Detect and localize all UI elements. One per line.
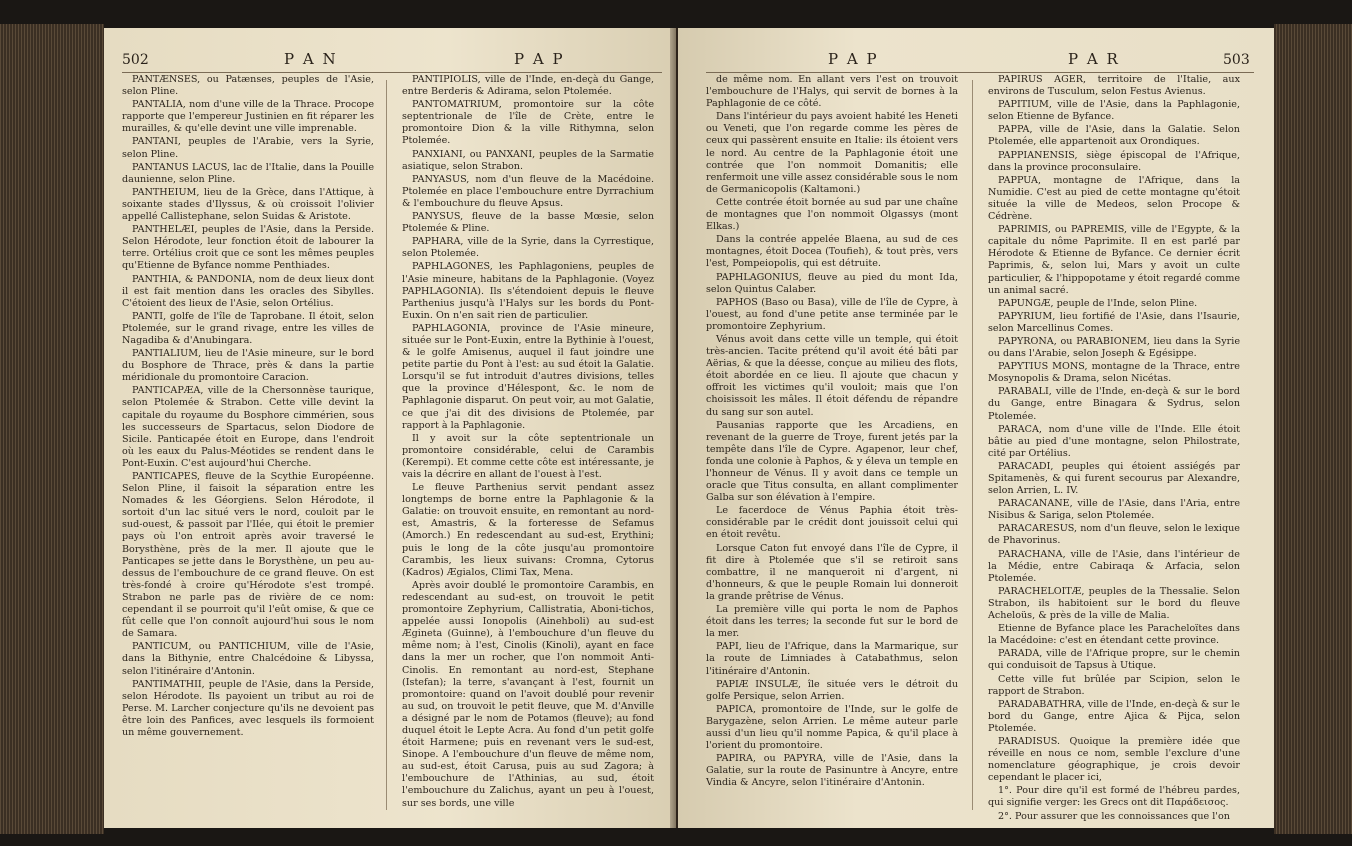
dictionary-entry: PANTHELÆI, peuples de l'Asie, dans la Perside. Selon Hérodote, leur fonction étoit de labourer la terre. Ortélius croit que ce sont les mêmes peuples qu'Etienne de Byfance nomme Penthiades. bbox=[122, 224, 374, 272]
dictionary-entry: PARADA, ville de l'Afrique propre, sur le chemin qui conduisoit de Tapsus à Utique. bbox=[988, 648, 1240, 672]
dictionary-entry: PARADABATHRA, ville de l'Inde, en-deçà & sur le bord du Gange, entre Ajica & Pijca, selon Ptolemée. bbox=[988, 698, 1240, 734]
dictionary-entry: PANTANI, peuples de l'Arabie, vers la Syrie, selon Pline. bbox=[122, 136, 374, 160]
book-edge-right bbox=[1274, 24, 1352, 834]
dictionary-entry: PAPUNGÆ, peuple de l'Inde, selon Pline. bbox=[998, 297, 1198, 309]
running-head-right: P A R bbox=[1068, 50, 1120, 68]
right-page-column-1 bbox=[706, 74, 958, 814]
dictionary-entry: PAPYRIUM, lieu fortifié de l'Asie, dans l'Isaurie, selon Marcellinus Comes. bbox=[988, 310, 1240, 334]
running-head-left: P A P bbox=[828, 50, 879, 68]
dictionary-entry: Lorsque Caton fut envoyé dans l'île de Cypre, il fit dire à Ptolemée que s'il se retiroit sans combattre, il ne manqueroit ni d'argent, ni d'honneurs, & que le peuple Romain lui donneroit la grande prêtrise de Vénus. bbox=[706, 542, 958, 602]
dictionary-entry: PAPYRONA, ou PARABIONEM, lieu dans la Syrie ou dans l'Arabie, selon Joseph & Egésippe. bbox=[988, 335, 1240, 360]
running-head-right: P A P bbox=[514, 50, 565, 68]
dictionary-entry: 2°. Pour assurer que les connoissances que l'on bbox=[998, 810, 1230, 822]
dictionary-entry: PARACHANA, ville de l'Asie, dans l'intérieur de la Médie, entre Cabiraqa & Arfacia, selon Ptolemée. bbox=[988, 548, 1240, 584]
book-edge-left bbox=[0, 24, 104, 834]
dictionary-entry: PANTÆNSES, ou Patænses, peuples de l'Asie, selon Pline. bbox=[122, 74, 374, 98]
dictionary-entry: PANXIANI, ou PANXANI, peuples de la Sarmatie asiatique, selon Strabon. bbox=[402, 148, 654, 172]
dictionary-entry: PANTHEIUM, lieu de la Grèce, dans l'Attique, à soixante stades d'Ilyssus, & où croissoit l'olivier appellé Callistephane, selon Suidas & Aristote. bbox=[122, 186, 374, 223]
dictionary-entry: PAPICA, promontoire de l'Inde, sur le golfe de Barygazène, selon Arrien. Le même auteur parle aussi d'un lieu qu'il nomme Papica, & qu'il place à l'orient du promontoire. bbox=[706, 703, 958, 752]
dictionary-entry: PANTICAPÆA, ville de la Chersonnèse taurique, selon Ptolemée & Strabon. Cette ville devint la capitale du royaume du Bosphore cimmérien, sous les successeurs de Spartacus, selon Diodore de Sicile. Panticapée étoit en Europe, dans l'endroit où les eaux du Palus-Méotides se rendent dans le Pont-Euxin. C'est aujourd'hui Cherche. bbox=[122, 385, 374, 469]
dictionary-entry: PAPPIANENSIS, siège épiscopal de l'Afrique, dans la province proconsulaire. bbox=[988, 149, 1240, 173]
dictionary-entry: de même nom. En allant vers l'est on trouvoit l'embouchure de l'Halys, qui servit de bornes à la Paphlagonie de ce côté. bbox=[706, 74, 958, 110]
dictionary-entry: PARACADI, peuples qui étoient assiégés par Spitamenès, & qui furent secourus par Alexandre, selon Arrien, L. IV. bbox=[988, 460, 1240, 497]
dictionary-entry: PAPHARA, ville de la Syrie, dans la Cyrrestique, selon Ptolemée. bbox=[402, 236, 654, 260]
dictionary-entry: PARABALI, ville de l'Inde, en-deçà & sur le bord du Gange, entre Binagara & Sydrus, selon Ptolemée. bbox=[988, 386, 1240, 422]
dictionary-entry: PANTIALIUM, lieu de l'Asie mineure, sur le bord du Bosphore de Thrace, près & dans la partie méridionale du promontoire Caracion. bbox=[122, 348, 374, 384]
dictionary-entry: PAPIRUS AGER, territoire de l'Italie, aux environs de Tusculum, selon Festus Avienus. bbox=[988, 74, 1240, 98]
dictionary-entry: PAPPA, ville de l'Asie, dans la Galatie. Selon Ptolemée, elle appartenoit aux Orondiques. bbox=[988, 124, 1240, 148]
dictionary-entry: PAPHOS (Baso ou Basa), ville de l'île de Cypre, à l'ouest, au fond d'une petite anse terminée par le promontoire Zephyrium. bbox=[706, 296, 958, 332]
page-number: 503 bbox=[1223, 52, 1250, 68]
dictionary-entry: 1°. Pour dire qu'il est formé de l'hébreu pardes, qui signifie verger: les Grecs ont dit Παράδεισος. bbox=[988, 785, 1240, 809]
right-page bbox=[678, 28, 1274, 828]
dictionary-entry: Pausanias rapporte que les Arcadiens, en revenant de la guerre de Troye, furent jetés par la tempête dans l'île de Cypre. Agapenor, leur chef, fonda une colonie à Paphos, & y éleva un temple en l'honneur de Vénus. Il y avoit dans ce temple un oracle que Titus consulta, en allant complimenter Galba sur son élévation à l'empire. bbox=[706, 419, 958, 504]
running-head-left: P A N bbox=[284, 50, 338, 68]
dictionary-entry: Après avoir doublé le promontoire Carambis, en redescendant au sud-est, on trouvoit le petit promontoire Zephyrium, Callistratia, Aboni-tichos, appelée aussi Ionopolis (Ainehboli) au sud-est Ægineta (Guinne), à l'embouchure d'un fleuve du même nom; à l'est, Cinolis (Kinoli), ayant en face dans la mer un rocher, que l'on nommoit Anti-Cinolis. En remontant au nord-est, Stephane (Istefan); la terre, s'avançant à l'est, fournit un promontoire: quand on l'avoit doublé pour revenir au sud, on trouvoit le petit fleuve, que M. d'Anville a désigné par le nom de Potamos (fleuve); au fond duquel étoit le Lepte Acra. Au fond d'un petit golfe étoit Harmene; puis en revenant vers le sud-est, Sinope. A l'embouchure d'un fleuve de même nom, au sud-est, étoit Carusa, puis au sud Zagora; à l'embouchure de l'Athinias, au sud, étoit l'embouchure du Zalichus, ayant un peu à l'ouest, sur ses bords, une ville bbox=[402, 579, 654, 809]
header-rule bbox=[122, 72, 662, 73]
dictionary-entry: Cette contrée étoit bornée au sud par une chaîne de montagnes que l'on nommoit Olgassys (mont Elkas.) bbox=[706, 196, 958, 233]
page-number: 502 bbox=[122, 52, 149, 68]
dictionary-entry: Le fleuve Parthenius servit pendant assez longtemps de borne entre la Paphlagonie & la Galatie: on trouvoit ensuite, en remontant au nord-est, Amastris, & la forteresse de Sefamus (Amorch.) En redescendant au sud-est, Erythini; puis le long de la côte jusqu'au promontoire Carambis, les lieux suivans: Cromna, Cytorus (Kadros) Ægialos, Climi Tax, Mena. bbox=[402, 482, 654, 578]
dictionary-entry: PARACA, nom d'une ville de l'Inde. Elle étoit bâtie au pied d'une montagne, selon Philostrate, cité par Ortélius. bbox=[988, 423, 1240, 459]
dictionary-entry: PANTOMATRIUM, promontoire sur la côte septentrionale de l'île de Crète, entre le promontoire Dion & la ville Rithymna, selon Ptolemée. bbox=[402, 99, 654, 147]
dictionary-entry: PANTANUS LACUS, lac de l'Italie, dans la Pouille daunienne, selon Pline. bbox=[122, 161, 374, 185]
dictionary-entry: PANYASUS, nom d'un fleuve de la Macédoine. Ptolemée en place l'embouchure entre Dyrrachium & l'embouchure du fleuve Apsus. bbox=[402, 173, 654, 209]
dictionary-entry: PAPPUA, montagne de l'Afrique, dans la Numidie. C'est au pied de cette montagne qu'étoit située la ville de Medeos, selon Procope & Cédrène. bbox=[988, 174, 1240, 223]
dictionary-entry: PAPIÆ INSULÆ, île située vers le détroit du golfe Persique, selon Arrien. bbox=[706, 678, 958, 702]
left-page bbox=[104, 28, 676, 828]
dictionary-entry: PANTHIA, & PANDONIA, nom de deux lieux dont il est fait mention dans les oracles des Sibylles. C'étoient des lieux de l'Asie, selon Ortélius. bbox=[122, 273, 374, 309]
dictionary-entry: Dans la contrée appelée Blaena, au sud de ces montagnes, étoit Docea (Toufieh), & tout près, vers l'est, Pompeiopolis, qui est détruite. bbox=[706, 234, 958, 270]
dictionary-entry: PAPITIUM, ville de l'Asie, dans la Paphlagonie, selon Etienne de Byfance. bbox=[988, 99, 1240, 123]
dictionary-entry: PAPHLAGONES, les Paphlagoniens, peuples de l'Asie mineure, habitans de la Paphlagonie. (Voyez PAPHLAGONIA). Ils s'étendoient depuis le fleuve Parthenius jusqu'à l'Halys sur les bords du Pont-Euxin. On n'en sait rien de particulier. bbox=[402, 261, 654, 321]
dictionary-entry: PANTIPIOLIS, ville de l'Inde, en-deçà du Gange, entre Berderis & Adirama, selon Ptolemée. bbox=[402, 74, 654, 98]
dictionary-entry: Etienne de Byfance place les Paracheloïtes dans la Macédoine: c'est en étendant cette province. bbox=[988, 623, 1240, 647]
right-page-column-2 bbox=[988, 74, 1240, 822]
dictionary-entry: PARACANANE, ville de l'Asie, dans l'Aria, entre Nisibus & Sariga, selon Ptolemée. bbox=[988, 498, 1240, 522]
dictionary-entry: Cette ville fut brûlée par Scipion, selon le rapport de Strabon. bbox=[988, 673, 1240, 697]
dictionary-entry: PANTALIA, nom d'une ville de la Thrace. Procope rapporte que l'empereur Justinien en fit réparer les murailles, & qu'elle devint une ville imprenable. bbox=[122, 99, 374, 135]
dictionary-entry: PANTICUM, ou PANTICHIUM, ville de l'Asie, dans la Bithynie, entre Chalcédoine & Libyssa, selon l'itinéraire d'Antonin. bbox=[122, 641, 374, 677]
dictionary-entry: La première ville qui porta le nom de Paphos étoit dans les terres; la seconde fut sur le bord de la mer. bbox=[706, 604, 958, 640]
dictionary-entry: PANTIMATHII, peuple de l'Asie, dans la Perside, selon Hérodote. Ils payoient un tribut au roi de Perse. M. Larcher conjecture qu'ils ne devoient pas être loin des Panfices, avec lesquels ils formoient un même gouvernement. bbox=[122, 678, 374, 738]
dictionary-entry: PAPI, lieu de l'Afrique, dans la Marmarique, sur la route de Limniades à Catabathmus, selon l'itinéraire d'Antonin. bbox=[706, 641, 958, 677]
dictionary-entry: PAPIRA, ou PAPYRA, ville de l'Asie, dans la Galatie, sur la route de Pasinuntre à Ancyre, entre Vindia & Ancyre, selon l'itinéraire d'Antonin. bbox=[706, 753, 958, 789]
dictionary-entry: PANTICAPES, fleuve de la Scythie Européenne. Selon Pline, il faisoit la séparation entre les Nomades & les Géorgiens. Selon Hérodote, il sortoit d'un lac situé vers le nord, couloit par le sud-ouest, & passoit par l'Ilée, qui étoit le premier pays où l'on entroit après avoir traversé le Borysthène, près de la mer. Il ajoute que le Panticapes se jette dans le Borysthène, un peu au-dessus de l'embouchure de ce grand fleuve. On est très-fondé à croire qu'Hérodote s'est trompé. Strabon ne parle pas de rivière de ce nom: cependant il se pourroit qu'il l'eût omise, & que ce fût celle que l'on connoît aujourd'hui sous le nom de Samara. bbox=[122, 471, 374, 640]
dictionary-entry: PARACARESUS, nom d'un fleuve, selon le lexique de Phavorinus. bbox=[988, 523, 1240, 547]
dictionary-entry: PANTI, golfe de l'île de Taprobane. Il étoit, selon Ptolemée, sur le grand rivage, entre les villes de Nagadiba & d'Anubingara. bbox=[122, 310, 374, 346]
dictionary-entry: Il y avoit sur la côte septentrionale un promontoire considérable, celui de Carambis (Kerempi). Et comme cette côte est intéressante, je vais la décrire en allant de l'ouest à l'est. bbox=[402, 432, 654, 480]
left-page-column-2 bbox=[402, 74, 654, 814]
column-divider bbox=[972, 80, 973, 810]
dictionary-entry: PAPRIMIS, ou PAPREMIS, ville de l'Egypte, & la capitale du nôme Paprimite. Il en est parlé par Hérodote & Etienne de Byfance. Ce dernier écrit Paprimis, &, selon lui, Mars y avoit un culte particulier, & l'hippopotame y étoit regardé comme un animal sacré. bbox=[988, 224, 1240, 296]
dictionary-entry: PAPYTIUS MONS, montagne de la Thrace, entre Mosynopolis & Drama, selon Nicétas. bbox=[988, 361, 1240, 385]
dictionary-entry: PAPHLAGONIA, province de l'Asie mineure, située sur le Pont-Euxin, entre la Bythinie à l'ouest, & le golfe Amisenus, auquel il faut joindre une petite partie du Pont à l'est: au sud étoit la Galatie. Lorsqu'il se fut introduit d'autres divisions, telles que la province d'Hélespont, &c. le nom de Paphlagonie disparut. On peut voir, au mot Galatie, ce que j'ai dit des divisions de Ptolemée, par rapport à la Paphlagonie. bbox=[402, 322, 654, 431]
dictionary-entry: Le facerdoce de Vénus Paphia étoit très-considérable par le crédit dont jouissoit celui qui en étoit revêtu. bbox=[706, 505, 958, 541]
column-divider bbox=[386, 80, 387, 810]
dictionary-entry: PARADISUS. Quoique la première idée que réveille en nous ce nom, semble l'exclure d'une nomenclature géographique, je crois devoir cependant le placer ici, bbox=[988, 735, 1240, 784]
dictionary-entry: Vénus avoit dans cette ville un temple, qui étoit très-ancien. Tacite prétend qu'il avoit été bâti par Aërias, & que la déesse, conçue au milieu des flots, étoit abordée en ce lieu. Il ajoute que chacun y offroit les victimes qu'il vouloit; mais que l'on choisissoit les mâles. Il étoit défendu de répandre du sang sur son autel. bbox=[706, 333, 958, 418]
dictionary-entry: PAPHLAGONIUS, fleuve au pied du mont Ida, selon Quintus Calaber. bbox=[706, 271, 958, 295]
left-page-column-1 bbox=[122, 74, 374, 814]
dictionary-entry: PARACHELOITÆ, peuples de la Thessalie. Selon Strabon, ils habitoient sur le bord du fleuve Acheloüs, & près de la ville de Malia. bbox=[988, 585, 1240, 622]
dictionary-entry: Dans l'intérieur du pays avoient habité les Heneti ou Veneti, que l'on regarde comme les pères de ceux qui passèrent ensuite en Italie: ils étoient vers le nord. Au centre de la Paphlagonie étoit une contrée que l'on nommoit Domanitis; elle renfermoit une ville assez considérable sous le nom de Germanicopolis (Kaltamoni.) bbox=[706, 111, 958, 195]
dictionary-entry: PANYSUS, fleuve de la basse Mœsie, selon Ptolemée & Pline. bbox=[402, 211, 654, 235]
header-rule bbox=[706, 72, 1254, 73]
